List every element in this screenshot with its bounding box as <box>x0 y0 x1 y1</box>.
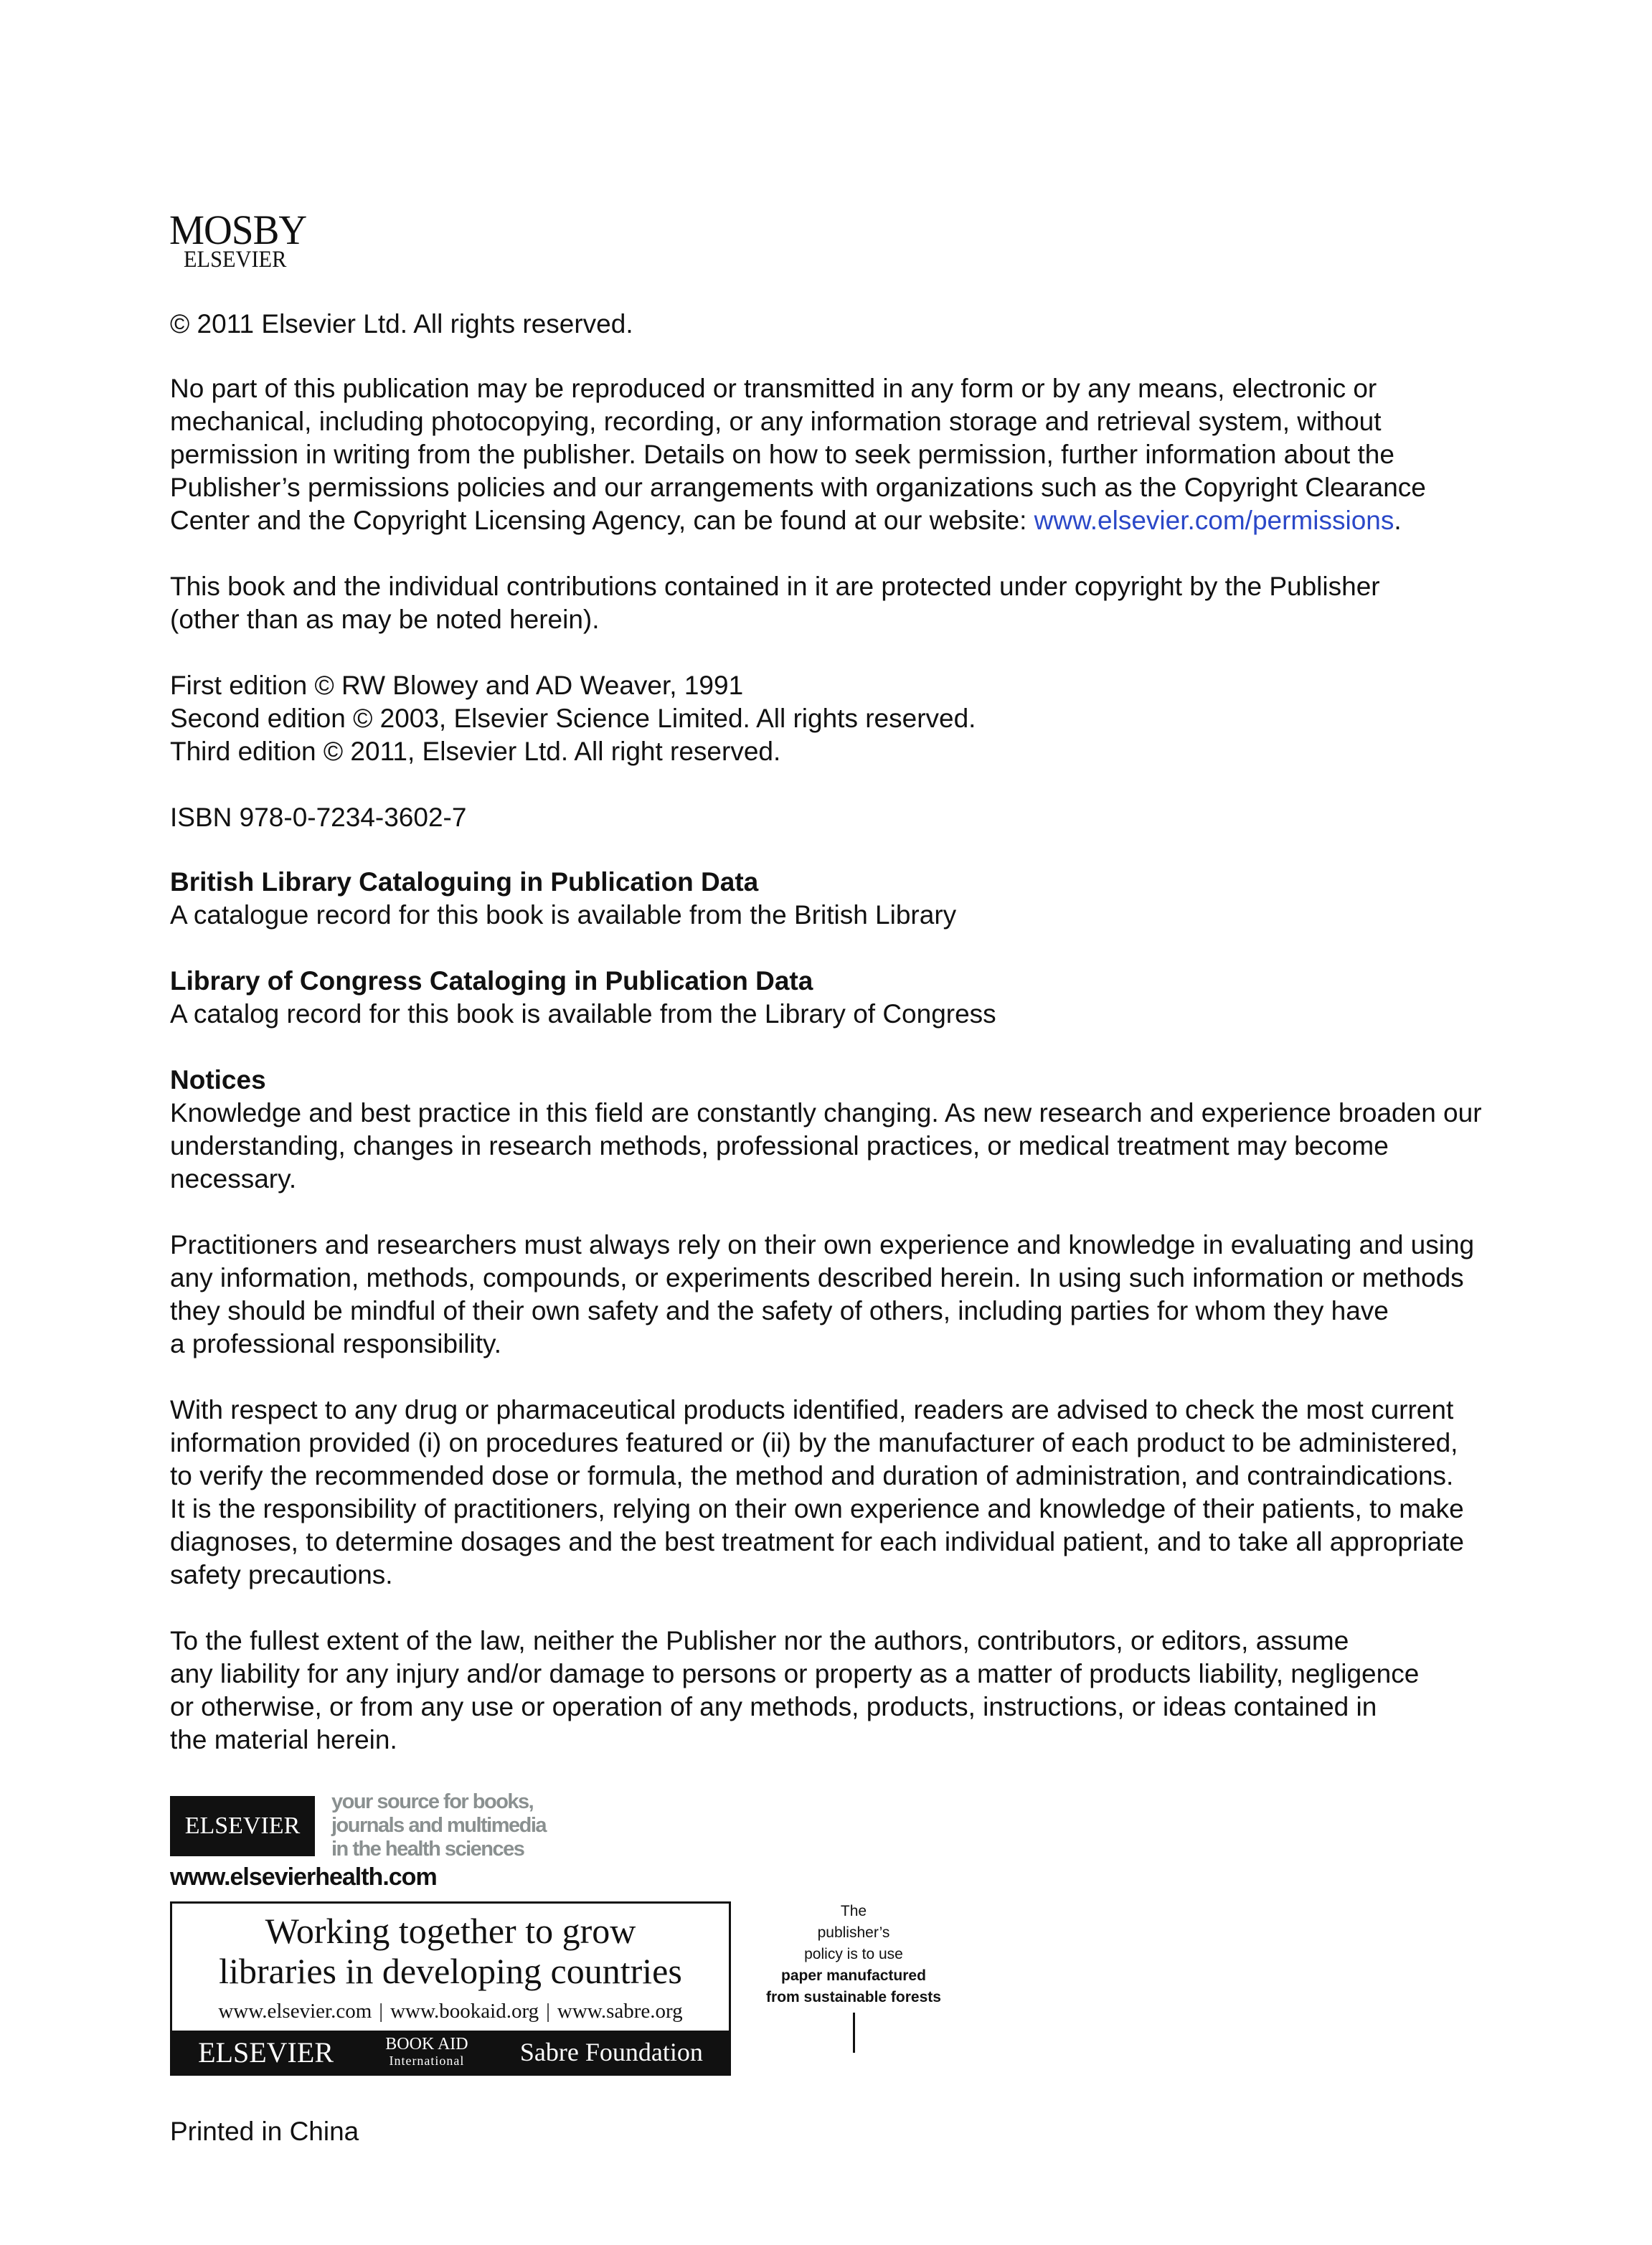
banner-headline <box>172 1911 729 1991</box>
tagline-line: in the health sciences <box>331 1838 524 1861</box>
elsevier-url[interactable]: www.elsevier.com <box>218 2000 372 2023</box>
forest-line: policy is to use <box>804 1946 903 1962</box>
notice-paragraph <box>170 1097 1482 1196</box>
elsevier-logo-box: ELSEVIER <box>170 1796 315 1856</box>
elsevier-logo: ELSEVIER <box>198 2036 334 2069</box>
text-line: No part of this publication may be reproduced or transmitted in any form or by any means, electronic or <box>170 374 1377 403</box>
mosby-elsevier-logo <box>169 209 313 272</box>
separator: | <box>379 2000 384 2023</box>
partner-logos-bar <box>172 2031 729 2074</box>
separator: | <box>546 2000 550 2023</box>
protected-paragraph <box>170 570 1380 636</box>
text-line: understanding, changes in research methods, professional practices, or medical treatment may become <box>170 1131 1389 1161</box>
bookaid-logo-top: BOOK AID <box>385 2034 468 2053</box>
permissions-paragraph <box>170 372 1426 537</box>
edition-line: First edition © RW Blowey and AD Weaver, 1991 <box>170 671 744 700</box>
text-line: To the fullest extent of the law, neither the Publisher nor the authors, contributors, or editors, assume <box>170 1626 1349 1655</box>
isbn: ISBN 978-0-7234-3602-7 <box>170 803 467 832</box>
text-line: a professional responsibility. <box>170 1329 502 1358</box>
text-line: A catalog record for this book is available from the Library of Congress <box>170 999 996 1029</box>
text-line: Publisher’s permissions policies and our arrangements with organizations such as the Copyright Clearance <box>170 473 1426 502</box>
text-line <box>170 504 1426 537</box>
text-line: With respect to any drug or pharmaceutical products identified, readers are advised to check the most current <box>170 1395 1454 1424</box>
text-line: or otherwise, or from any use or operation of any methods, products, instructions, or ideas contained in <box>170 1692 1377 1721</box>
editions-list <box>170 669 976 768</box>
banner-urls <box>172 2000 729 2023</box>
vertical-rule <box>853 2013 855 2053</box>
logo-mosby: MOSBY <box>169 207 307 253</box>
notice-paragraph <box>170 1625 1419 1757</box>
text-line: any information, methods, compounds, or experiments described herein. In using such information or methods <box>170 1263 1464 1292</box>
section-heading: British Library Cataloguing in Publication Data <box>170 867 759 897</box>
sabre-url[interactable]: www.sabre.org <box>557 2000 683 2023</box>
text-line: mechanical, including photocopying, recording, or any information storage and retrieval system, without <box>170 407 1382 436</box>
forest-line: publisher’s <box>817 1924 890 1941</box>
text-line-prefix: Center and the Copyright Licensing Agency, can be found at our website: <box>170 506 1034 535</box>
library-congress-section <box>170 965 996 1031</box>
text-line: they should be mindful of their own safety and the safety of others, including parties for whom they have <box>170 1296 1389 1325</box>
text-line: This book and the individual contributions contained in it are protected under copyright by the Publisher <box>170 572 1380 601</box>
notice-paragraph <box>170 1394 1464 1592</box>
headline-line: Working together to grow <box>265 1911 636 1951</box>
text-line: information provided (i) on procedures featured or (ii) by the manufacturer of each product to be administered, <box>170 1428 1458 1457</box>
bookaid-banner <box>170 1901 731 2076</box>
text-line: A catalogue record for this book is available from the British Library <box>170 900 957 930</box>
section-heading: Notices <box>170 1065 266 1095</box>
text-line: It is the responsibility of practitioners, relying on their own experience and knowledge of their patients, to make <box>170 1494 1464 1523</box>
elsevierhealth-url[interactable]: www.elsevierhealth.com <box>170 1863 437 1891</box>
text-line: necessary. <box>170 1164 297 1194</box>
elsevier-tagline <box>331 1790 546 1861</box>
copyright-line: © 2011 Elsevier Ltd. All rights reserved. <box>170 309 633 339</box>
forest-line: The <box>840 1903 867 1919</box>
text-line: any liability for any injury and/or damage to persons or property as a matter of products liability, negligence <box>170 1659 1420 1688</box>
british-library-section <box>170 866 956 932</box>
text-line: permission in writing from the publisher. Details on how to seek permission, further information about the <box>170 440 1394 469</box>
text-line: safety precautions. <box>170 1560 393 1589</box>
text-line: Knowledge and best practice in this field are constantly changing. As new research and experience broaden our <box>170 1098 1482 1128</box>
bookaid-logo <box>385 2036 468 2069</box>
bookaid-url[interactable]: www.bookaid.org <box>390 2000 539 2023</box>
printed-in: Printed in China <box>170 2117 359 2146</box>
sustainable-forests-notice <box>760 1901 947 2053</box>
bookaid-logo-bottom: International <box>389 2053 465 2068</box>
logo-elsevier: ELSEVIER <box>184 247 287 273</box>
notices-heading <box>170 1064 266 1097</box>
edition-line: Third edition © 2011, Elsevier Ltd. All right reserved. <box>170 737 781 766</box>
text-line: diagnoses, to determine dosages and the best treatment for each individual patient, and to take all appropriate <box>170 1527 1464 1556</box>
text-line: the material herein. <box>170 1725 397 1754</box>
tagline-line: your source for books, <box>331 1790 534 1813</box>
notice-paragraph <box>170 1229 1474 1361</box>
sabre-foundation-logo: Sabre Foundation <box>519 2038 703 2066</box>
text-line: (other than as may be noted herein). <box>170 605 600 634</box>
period: . <box>1394 506 1402 535</box>
tagline-line: journals and multimedia <box>331 1814 547 1837</box>
forest-line-bold: paper manufactured <box>781 1967 926 1984</box>
headline-line: libraries in developing countries <box>219 1951 682 1991</box>
text-line: Practitioners and researchers must always rely on their own experience and knowledge in evaluating and using <box>170 1230 1475 1259</box>
forest-line-bold: from sustainable forests <box>766 1989 941 2005</box>
edition-line: Second edition © 2003, Elsevier Science Limited. All rights reserved. <box>170 704 976 733</box>
section-heading: Library of Congress Cataloging in Publication Data <box>170 966 813 996</box>
text-line: to verify the recommended dose or formula, the method and duration of administration, and contraindications. <box>170 1461 1454 1490</box>
permissions-link[interactable]: www.elsevier.com/permissions <box>1034 506 1394 535</box>
